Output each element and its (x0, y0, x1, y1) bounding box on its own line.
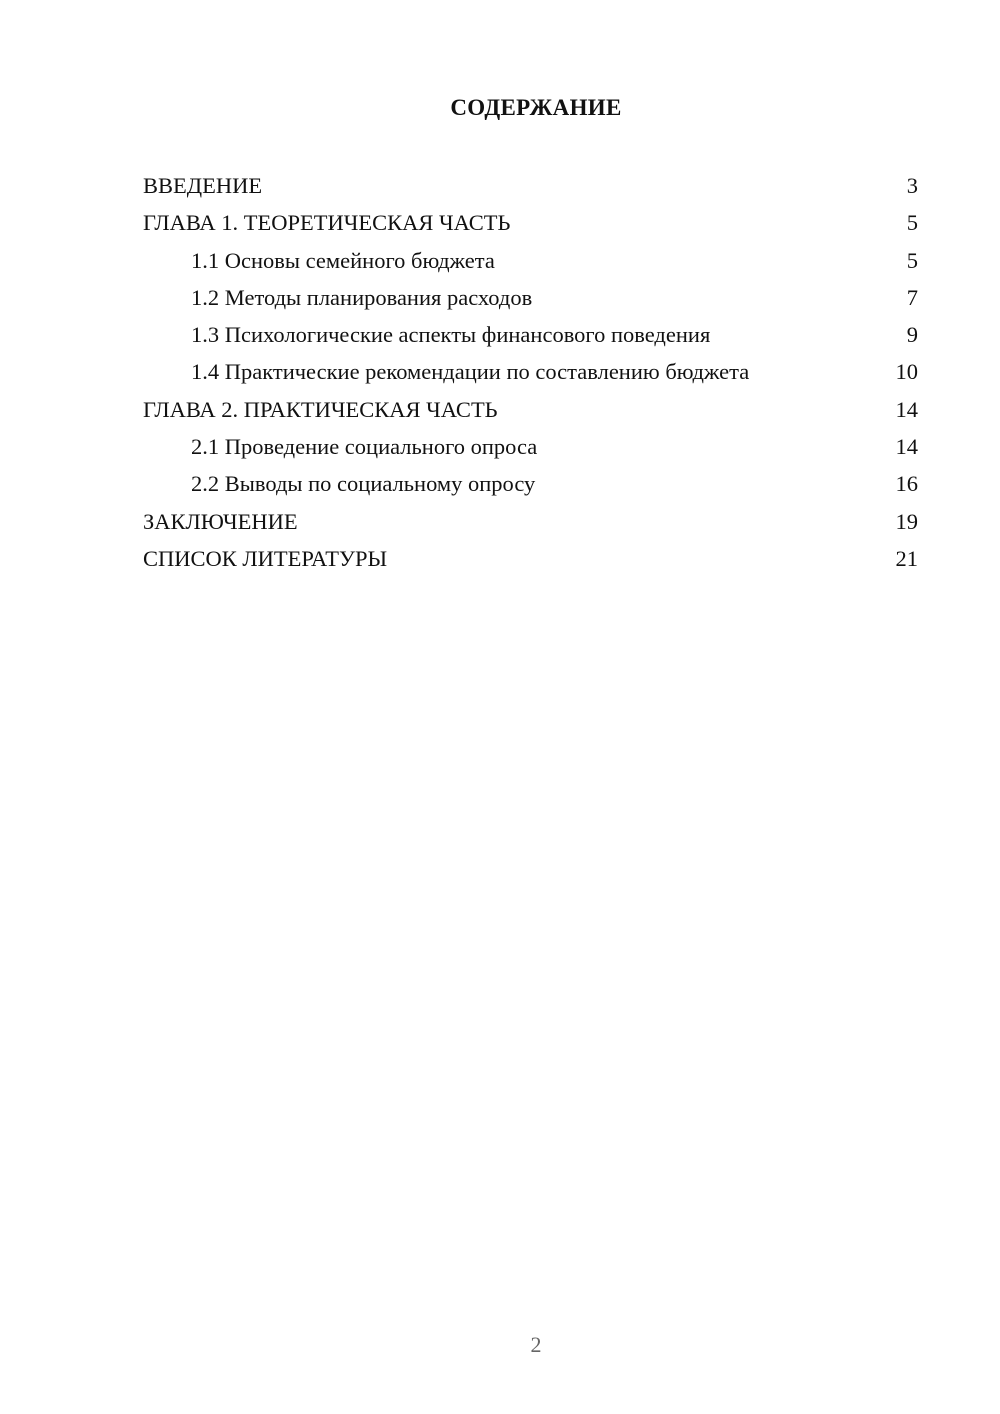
toc-entry-page: 14 (895, 396, 918, 422)
page-title: СОДЕРЖАНИЕ (450, 95, 622, 120)
page-number: 2 (530, 1332, 542, 1357)
toc-entry-label: 1.1 Основы семейного бюджета (191, 247, 495, 273)
toc-entry-label: 1.3 Психологические аспекты финансового поведения (191, 322, 711, 348)
toc-entry-conclusion (143, 503, 918, 540)
toc-entry-page: 16 (895, 471, 918, 497)
toc-entry-chapter-1 (143, 204, 918, 241)
toc-entry-label: 1.2 Методы планирования расходов (191, 284, 533, 310)
toc-entry-page: 5 (906, 210, 918, 236)
toc-entry-page: 9 (906, 322, 918, 348)
toc-entry-page: 7 (906, 284, 918, 310)
toc-entry-page: 19 (895, 508, 918, 534)
toc-entry-section-1-1 (143, 242, 918, 279)
toc-entry-references (143, 540, 918, 577)
toc-entry-page: 14 (895, 434, 918, 460)
toc-entry-page: 21 (895, 545, 918, 571)
toc-entry-section-2-2 (143, 465, 918, 502)
toc-entry-section-1-4 (143, 353, 918, 390)
toc-entry-page: 10 (895, 359, 918, 385)
toc-entry-label: 2.1 Проведение социального опроса (191, 434, 538, 460)
toc-entry-chapter-2 (143, 391, 918, 428)
toc-entry-label: ГЛАВА 2. ПРАКТИЧЕСКАЯ ЧАСТЬ (143, 396, 498, 422)
toc-entry-label: 1.4 Практические рекомендации по составлению бюджета (191, 359, 750, 385)
toc-entry-section-2-1 (143, 428, 918, 465)
toc-entry-introduction (143, 167, 918, 204)
toc-entry-label: ГЛАВА 1. ТЕОРЕТИЧЕСКАЯ ЧАСТЬ (143, 210, 511, 236)
toc-entry-page: 5 (906, 247, 918, 273)
toc-entry-label: 2.2 Выводы по социальному опросу (191, 471, 536, 497)
toc-entry-label: СПИСОК ЛИТЕРАТУРЫ (143, 545, 388, 571)
toc-entry-label: ВВЕДЕНИЕ (143, 173, 263, 198)
toc-entry-label: ЗАКЛЮЧЕНИЕ (143, 508, 298, 534)
toc-entry-section-1-2 (143, 279, 918, 316)
table-of-contents (143, 167, 918, 577)
toc-entry-page: 3 (906, 173, 918, 198)
toc-entry-section-1-3 (143, 316, 918, 353)
